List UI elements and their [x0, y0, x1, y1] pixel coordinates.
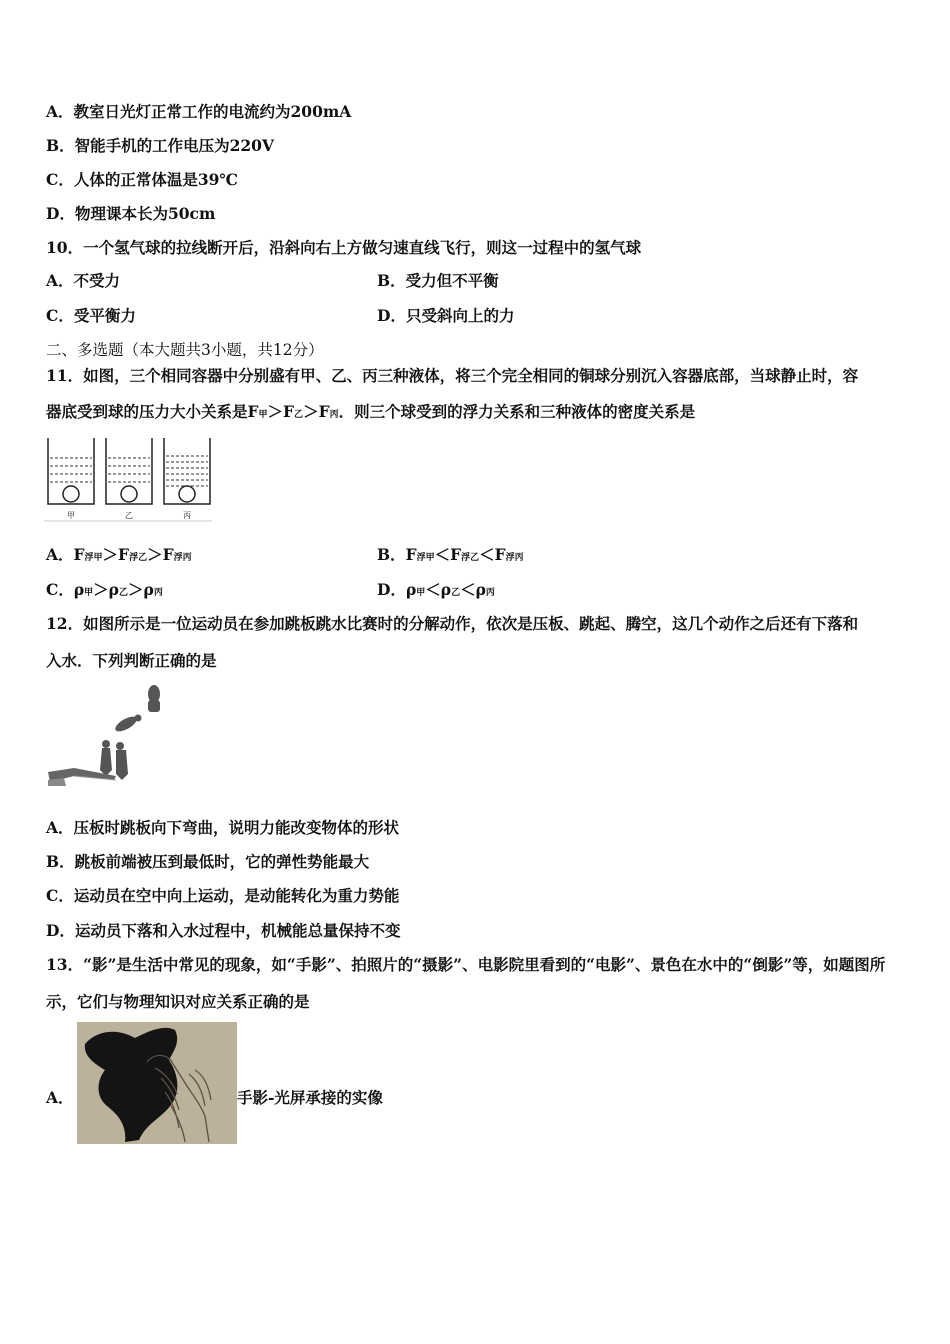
- q13-stem-line2: 示，它们与物理知识对应关系正确的是: [46, 992, 310, 1011]
- ball-jia: [63, 486, 79, 502]
- label-yi: 乙: [125, 511, 133, 520]
- q11-stem-line1: 11．如图，三个相同容器中分别盛有甲、乙、丙三种液体，将三个完全相同的铜球分别沉入容器底部，当球静止时，容: [46, 366, 859, 385]
- label-jia: 甲: [67, 511, 75, 520]
- q9-option-c: C．人体的正常体温是39℃: [46, 170, 238, 189]
- q10-option-b: B．受力但不平衡: [377, 271, 499, 290]
- q9-option-b: B．智能手机的工作电压为220V: [46, 136, 274, 155]
- label-bing: 丙: [183, 511, 191, 520]
- q10-option-c: C．受平衡力: [46, 306, 136, 325]
- q11-containers-figure: [44, 434, 214, 524]
- section-heading: 二、多选题（本大题共3小题，共12分）: [46, 341, 324, 359]
- q12-diver-figure: [44, 680, 174, 788]
- q12-option-d: D．运动员下落和入水过程中，机械能总量保持不变: [46, 921, 401, 940]
- q12-stem-line2: 入水．下列判断正确的是: [46, 651, 217, 670]
- diver-standing-1: [100, 748, 112, 776]
- q13-hand-shadow-figure: [77, 1022, 237, 1144]
- q13-option-a-text: 手影-光屏承接的实像: [237, 1088, 383, 1107]
- q11-stem-line2: 器底受到球的压力大小关系是F甲＞F乙＞F丙．则三个球受到的浮力关系和三种液体的密度关系是: [46, 402, 696, 421]
- ball-bing: [179, 486, 195, 502]
- q10-stem: 10．一个氢气球的拉线断开后，沿斜向右上方做匀速直线飞行，则这一过程中的氢气球: [46, 238, 642, 257]
- q12-option-a: A．压板时跳板向下弯曲，说明力能改变物体的形状: [46, 818, 400, 837]
- q9-option-d: D．物理课本长为50cm: [46, 204, 216, 223]
- q11-option-d: D．ρ甲＜ρ乙＜ρ丙: [377, 580, 495, 599]
- q12-option-c: C．运动员在空中向上运动，是动能转化为重力势能: [46, 886, 400, 905]
- q12-stem-line1: 12．如图所示是一位运动员在参加跳板跳水比赛时的分解动作，依次是压板、跳起、腾空，这几个动作之后还有下落和: [46, 614, 859, 633]
- q10-option-a: A．不受力: [46, 271, 121, 290]
- q9-option-a: A．教室日光灯正常工作的电流约为200mA: [46, 102, 352, 121]
- q11-option-b: B．F浮甲＜F浮乙＜F浮丙: [377, 545, 524, 564]
- ball-yi: [121, 486, 137, 502]
- q13-stem-line1: 13．“影”是生活中常见的现象，如“手影”、拍照片的“摄影”、电影院里看到的“电影”、景色在水中的“倒影”等，如题图所: [46, 955, 886, 974]
- diver-standing-2: [116, 750, 128, 780]
- q12-option-b: B．跳板前端被压到最低时，它的弹性势能最大: [46, 852, 370, 871]
- q13-option-a-label: A．: [46, 1088, 74, 1107]
- q11-option-a: A．F浮甲＞F浮乙＞F浮丙: [46, 545, 192, 564]
- q10-option-d: D．只受斜向上的力: [377, 306, 515, 325]
- q11-option-c: C．ρ甲＞ρ乙＞ρ丙: [46, 580, 163, 599]
